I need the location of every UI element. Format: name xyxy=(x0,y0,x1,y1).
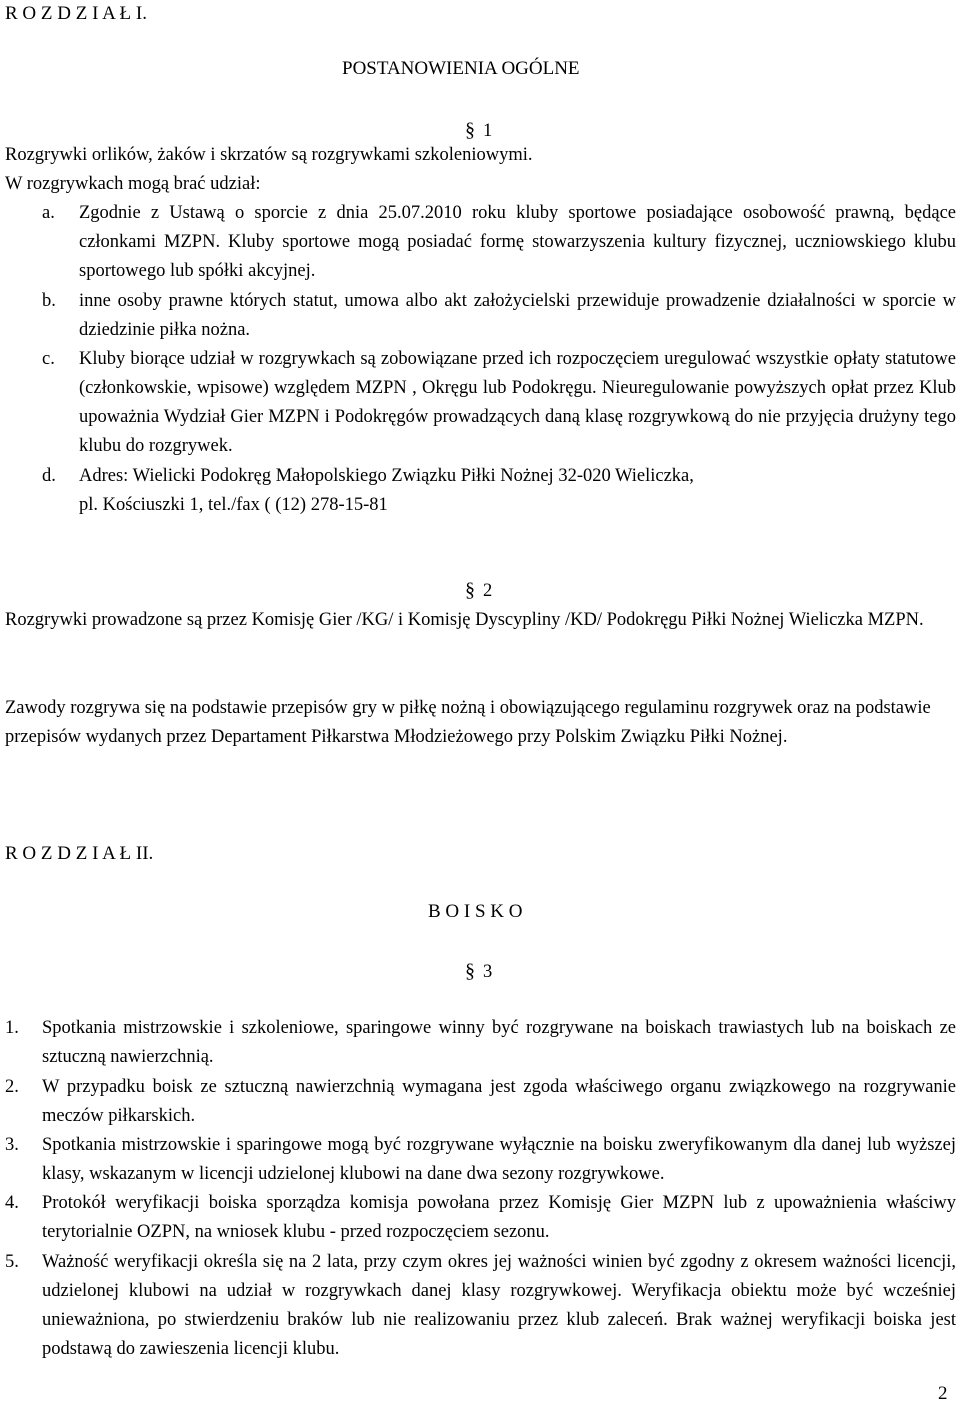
list-item-text: W przypadku boisk ze sztuczną nawierzchnią wymagana jest zgoda właściwego organu związkowego na rozgrywanie meczów piłkarskich. xyxy=(42,1077,956,1126)
section-number-value: 3 xyxy=(483,962,493,982)
list-item-label: b. xyxy=(42,291,56,311)
page-number: 2 xyxy=(938,1383,948,1404)
list-item-label: 4. xyxy=(5,1193,19,1213)
section-number xyxy=(465,957,492,986)
list-item-label: c. xyxy=(42,349,55,369)
list-item-text: Spotkania mistrzowskie i szkoleniowe, sparingowe winny być rozgrywane na boiskach trawiastych lub na boiskach ze sztuczną nawierzchnią. xyxy=(42,1018,956,1067)
paragraph: Zawody rozgrywa się na podstawie przepisów gry w piłkę nożną i obowiązującego regulaminu rozgrywek oraz na podstawie przepisów wydanych przez Departament Piłkarstwa Młodzieżowego przy Polskim Związku Piłki Nożnej. xyxy=(5,698,931,747)
list-item-text: Ważność weryfikacji określa się na 2 lata, przy czym okres jej ważności winien być zgodny z okresem ważności licencji, udzielonej klubowi na udział w rozgrywkach danej klasy rozgrywkowej. Weryfikacja obiektu może być wcześniej unieważniona, po stwierdzeniu braków lub nie realizowaniu przez klub zaleceń. Brak ważnej weryfikacji boiska jest podstawą do zawieszenia licencji klubu. xyxy=(42,1252,956,1359)
list-item-label: 3. xyxy=(5,1135,19,1155)
list-item-label: 2. xyxy=(5,1077,19,1097)
section-symbol: § xyxy=(465,960,475,982)
list-item-text: inne osoby prawne których statut, umowa albo akt założycielski przewiduje prowadzenie działalności w sporcie w dziedzinie piłka nożna. xyxy=(79,291,956,340)
section-number xyxy=(465,576,492,605)
section-symbol: § xyxy=(465,119,475,141)
section-symbol: § xyxy=(465,579,475,601)
chapter-heading: R O Z D Z I A Ł I. xyxy=(5,3,147,24)
chapter-title: B O I S K O xyxy=(428,901,523,922)
chapter-title: POSTANOWIENIA OGÓLNE xyxy=(342,58,580,79)
list-item-text: Zgodnie z Ustawą o sporcie z dnia 25.07.2010 roku kluby sportowe posiadające osobowość prawną, będące członkami MZPN. Kluby sportowe mogą posiadać formę stowarzyszenia kultury fizycznej, uczniowskiego klubu sportowego lub spółki akcyjnej. xyxy=(79,203,956,281)
list-item-label: d. xyxy=(42,466,56,486)
paragraph-line: W rozgrywkach mogą brać udział: xyxy=(5,174,261,194)
section-number-value: 2 xyxy=(483,581,493,601)
list-item-text: Protokół weryfikacji boiska sporządza komisja powołana przez Komisję Gier MZPN lub z upoważnienia właściwy terytorialnie OZPN, na wniosek klubu - przed rozpoczęciem sezonu. xyxy=(42,1193,956,1242)
list-item-label: 1. xyxy=(5,1018,19,1038)
list-item-text: Adres: Wielicki Podokręg Małopolskiego Związku Piłki Nożnej 32-020 Wieliczka, xyxy=(79,466,694,486)
list-item-text: Kluby biorące udział w rozgrywkach są zobowiązane przed ich rozpoczęciem uregulować wszystkie opłaty statutowe (członkowskie, wpisowe) względem MZPN , Okręgu lub Podokręgu. Nieuregulowanie powyższych opłat przez Klub upoważnia Wydział Gier MZPN i Podokręgów prowadzących daną klasę rozgrywkową do nie przyjęcia drużyny tego klubu do rozgrywek. xyxy=(79,349,956,456)
chapter-heading: R O Z D Z I A Ł II. xyxy=(5,843,154,864)
paragraph: Rozgrywki prowadzone są przez Komisję Gier /KG/ i Komisję Dyscypliny /KD/ Podokręgu Piłki Nożnej Wieliczka MZPN. xyxy=(5,610,924,630)
list-item-text: pl. Kościuszki 1, tel./fax ( (12) 278-15-81 xyxy=(79,495,388,515)
list-item-label: a. xyxy=(42,203,55,223)
list-item-text: Spotkania mistrzowskie i sparingowe mogą być rozgrywane wyłącznie na boisku zweryfikowanym dla danej lub wyższej klasy, wskazanym w licencji udzielonej klubowi na dane dwa sezony rozgrywkowe. xyxy=(42,1135,956,1184)
list-item-label: 5. xyxy=(5,1252,19,1272)
paragraph-line: Rozgrywki orlików, żaków i skrzatów są rozgrywkami szkoleniowymi. xyxy=(5,145,533,165)
section-number-value: 1 xyxy=(483,121,493,141)
